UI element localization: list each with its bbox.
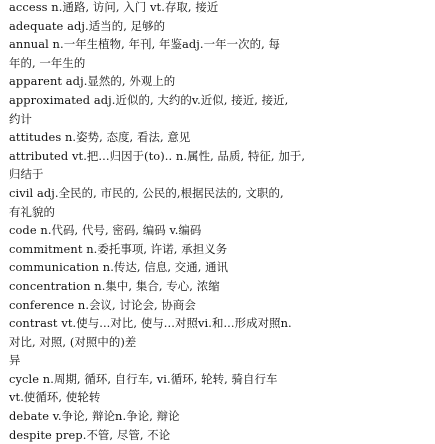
- text-line: contrast vt.使与...对比, 使与...对照vi.和...形成对照n.: [9, 316, 292, 331]
- text-line: conference n.会议, 讨论会, 协商会: [9, 297, 196, 312]
- text-line: cycle n.周期, 循环, 自行车, vi.循环, 轮转, 骑自行车: [9, 371, 278, 386]
- text-line: civil adj.全民的, 市民的, 公民的,根据民法的, 文职的,: [9, 185, 284, 200]
- text-line: approximated adj.近似的, 大约的v.近似, 接近, 接近,: [9, 92, 289, 107]
- text-line: adequate adj.适当的, 足够的: [9, 18, 166, 33]
- text-line: access n.通路, 访问, 入门 vt.存取, 接近: [9, 0, 219, 14]
- text-line: debate v.争论, 辩论n.争论, 辩论: [9, 409, 180, 424]
- text-line: annual n.一年生植物, 年刊, 年鉴adj.一年一次的, 每: [9, 37, 281, 52]
- text-line: attitudes n.姿势, 态度, 看法, 意见: [9, 130, 191, 145]
- text-line: code n.代码, 代号, 密码, 编码 v.编码: [9, 223, 202, 238]
- text-line: 年的, 一年生的: [9, 55, 86, 70]
- text-line: 约计: [9, 111, 32, 126]
- text-line: 对比, 对照, (对照中的)差: [9, 334, 137, 349]
- text-line: despite prep.不管, 尽管, 不论: [9, 427, 171, 442]
- text-line: vt.使循环, 使轮转: [9, 390, 101, 405]
- text-line: concentration n.集中, 集合, 专心, 浓缩: [9, 278, 220, 293]
- text-line: commitment n.委托事项, 许诺, 承担义务: [9, 241, 228, 256]
- text-line: 异: [9, 353, 21, 368]
- text-line: attributed vt.把...归因于(to).. n.属性, 品质, 特征, 加于,: [9, 148, 306, 163]
- text-line: 归结于: [9, 167, 44, 182]
- text-line: communication n.传达, 信息, 交通, 通讯: [9, 260, 229, 275]
- text-line: apparent adj.显然的, 外观上的: [9, 74, 176, 89]
- text-line: 有礼貌的: [9, 204, 55, 219]
